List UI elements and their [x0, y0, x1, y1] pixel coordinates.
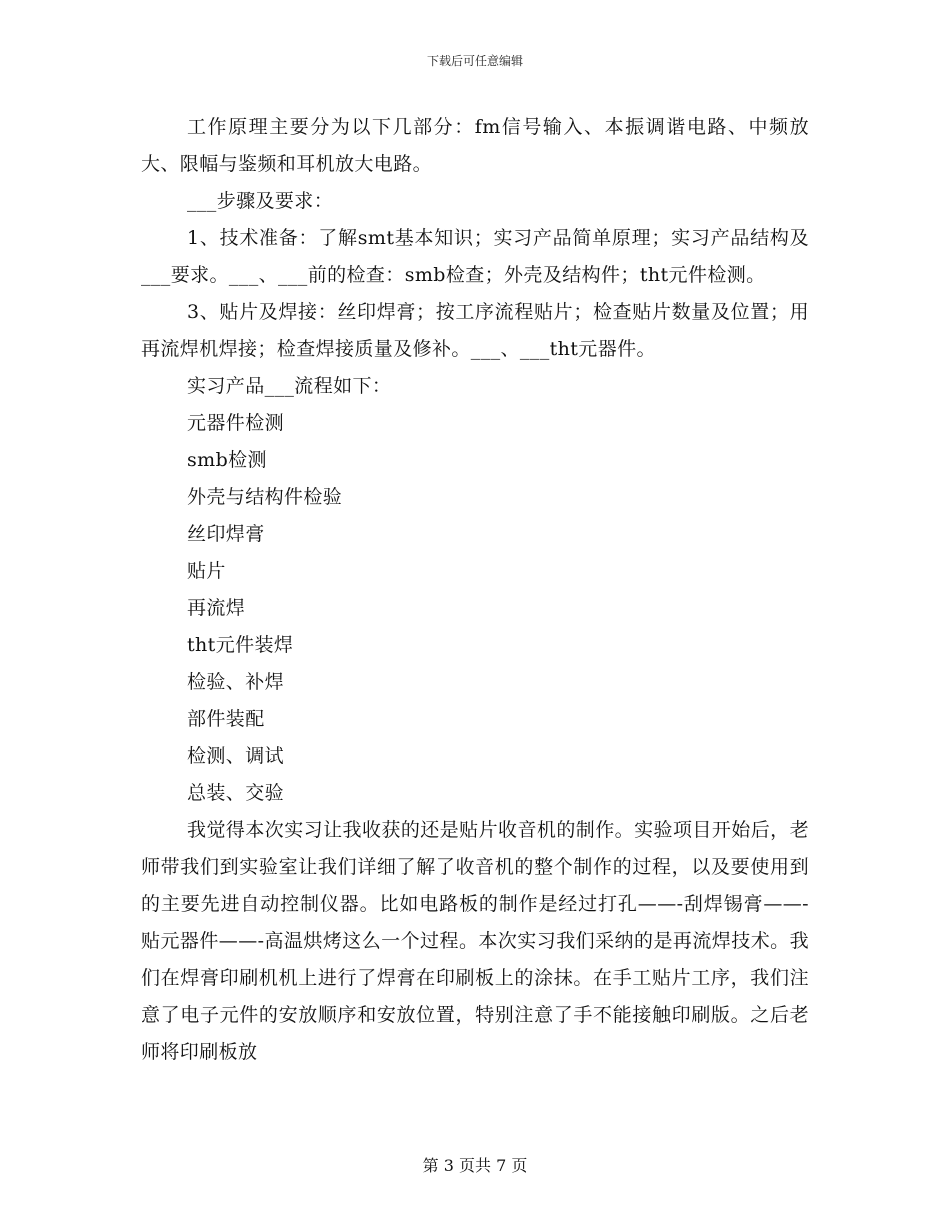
- flow-step: 检验、补焊: [187, 671, 285, 693]
- paragraph-technical-preparation: 1、技术准备：了解smt基本知识；实习产品简单原理；实习产品结构及___要求。___、___前的检查：smb检查；外壳及结构件；tht元件检测。: [141, 227, 809, 286]
- paragraph-working-principle: 工作原理主要分为以下几部分：fm信号输入、本振调谐电路、中频放大、限幅与鉴频和耳机放大电路。: [141, 116, 809, 175]
- flow-step: 外壳与结构件检验: [187, 486, 343, 508]
- flow-step: 丝印焊膏: [187, 523, 265, 545]
- flow-step: 再流焊: [187, 597, 246, 619]
- flow-step: 元器件检测: [187, 412, 285, 434]
- page-header-note: 下载后可任意编辑: [426, 54, 523, 68]
- flow-step: 部件装配: [187, 708, 265, 730]
- flow-step: tht元件装焊: [187, 634, 294, 656]
- flow-step: 检测、调试: [187, 745, 285, 767]
- flow-step: 总装、交验: [187, 782, 285, 804]
- paragraph-flow-intro: 实习产品___流程如下：: [187, 375, 392, 397]
- paragraph-smt-soldering: 3、贴片及焊接：丝印焊膏；按工序流程贴片；检查贴片数量及位置；用再流焊机焊接；检查焊接质量及修补。___、___tht元器件。: [141, 301, 809, 360]
- paragraph-steps-heading: ___步骤及要求：: [187, 190, 334, 212]
- paragraph-reflection: 我觉得本次实习让我收获的还是贴片收音机的制作。实验项目开始后，老师带我们到实验室让我们详细了解了收音机的整个制作的过程，以及要使用到的主要先进自动控制仪器。比如电路板的制作是经过打孔——-刮焊锡膏——-贴元器件——-高温烘烤这么一个过程。本次实习我们采纳的是再流焊技术。我们在焊膏印刷机机上进行了焊膏在印刷板上的涂抹。在手工贴片工序，我们注意了电子元件的安放顺序和安放位置，特别注意了手不能接触印刷版。之后老师将印刷板放: [141, 819, 809, 1063]
- page-number: 第 3 页共 7 页: [422, 1156, 528, 1175]
- flow-step: smb检测: [187, 449, 267, 471]
- flow-step: 贴片: [187, 560, 226, 582]
- document-body: [141, 109, 809, 1071]
